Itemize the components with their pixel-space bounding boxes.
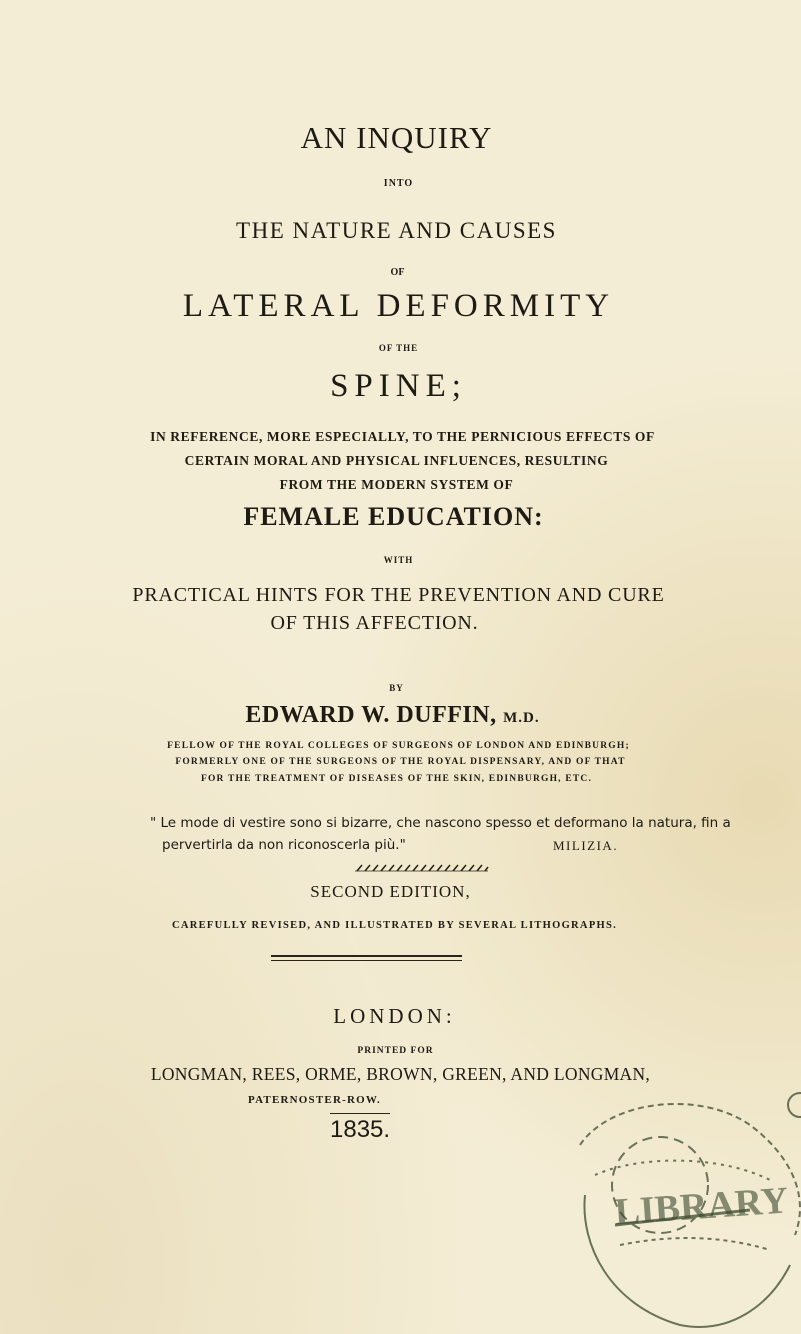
with-label: WITH [383,555,414,565]
author-name: EDWARD W. DUFFIN, [245,702,497,728]
imprint-address: PATERNOSTER-ROW. [248,1094,381,1106]
edition-label: SECOND EDITION, [310,882,471,901]
epigraph-line-2: pervertirla da non riconoscerla più." [162,837,406,853]
title-line-4: SPINE; [330,368,467,404]
reference-line-2: CERTAIN MORAL AND PHYSICAL INFLUENCES, RESULTING [184,453,609,468]
epigraph-line-1: " Le mode di vestire sono si bizarre, che nascono spesso et deformano la natura, fin a [150,815,731,831]
title-line-3: LATERAL DEFORMITY [182,288,615,324]
title-of: OF [390,267,405,278]
hints-line-2: OF THIS AFFECTION. [270,612,479,634]
title-line-1: AN INQUIRY [300,120,493,155]
imprint-publishers: LONGMAN, REES, ORME, BROWN, GREEN, AND LONGMAN, [150,1064,651,1084]
hints-line-1: PRACTICAL HINTS FOR THE PREVENTION AND CURE [132,584,665,606]
revised-label: CAREFULLY REVISED, AND ILLUSTRATED BY SEVERAL LITHOGRAPHS. [171,920,618,931]
author-degree: M.D. [503,710,540,726]
credentials-line-3: FOR THE TREATMENT OF DISEASES OF THE SKIN, EDINBURGH, ETC. [200,774,593,784]
imprint-city: LONDON: [333,1004,456,1028]
reference-line-1: IN REFERENCE, MORE ESPECIALLY, TO THE PERNICIOUS EFFECTS OF [150,429,655,444]
imprint-year: 1835. [330,1113,390,1144]
credentials-line-2: FORMERLY ONE OF THE SURGEONS OF THE ROYAL DISPENSARY, AND OF THAT [175,757,626,767]
author-line [0,702,793,729]
divider-rule [271,955,462,957]
title-of-the: OF THE [378,343,419,353]
epigraph-attribution: MILIZIA. [553,838,619,853]
title-line-2: THE NATURE AND CAUSES [236,218,557,243]
by-label: BY [389,683,404,693]
stamp-text: LIBRARY [613,1179,790,1234]
imprint-printed-for: PRINTED FOR [357,1046,434,1056]
credentials-line-1: FELLOW OF THE ROYAL COLLEGES OF SURGEONS OF LONDON AND EDINBURGH; [167,741,630,751]
library-stamp-icon [520,1085,801,1334]
divider-rule-thin [271,960,462,961]
reference-line-3: FROM THE MODERN SYSTEM OF [279,477,514,492]
title-into: INTO [383,178,414,189]
ornamental-rule-icon [355,862,490,874]
female-education-heading: FEMALE EDUCATION: [243,502,544,531]
